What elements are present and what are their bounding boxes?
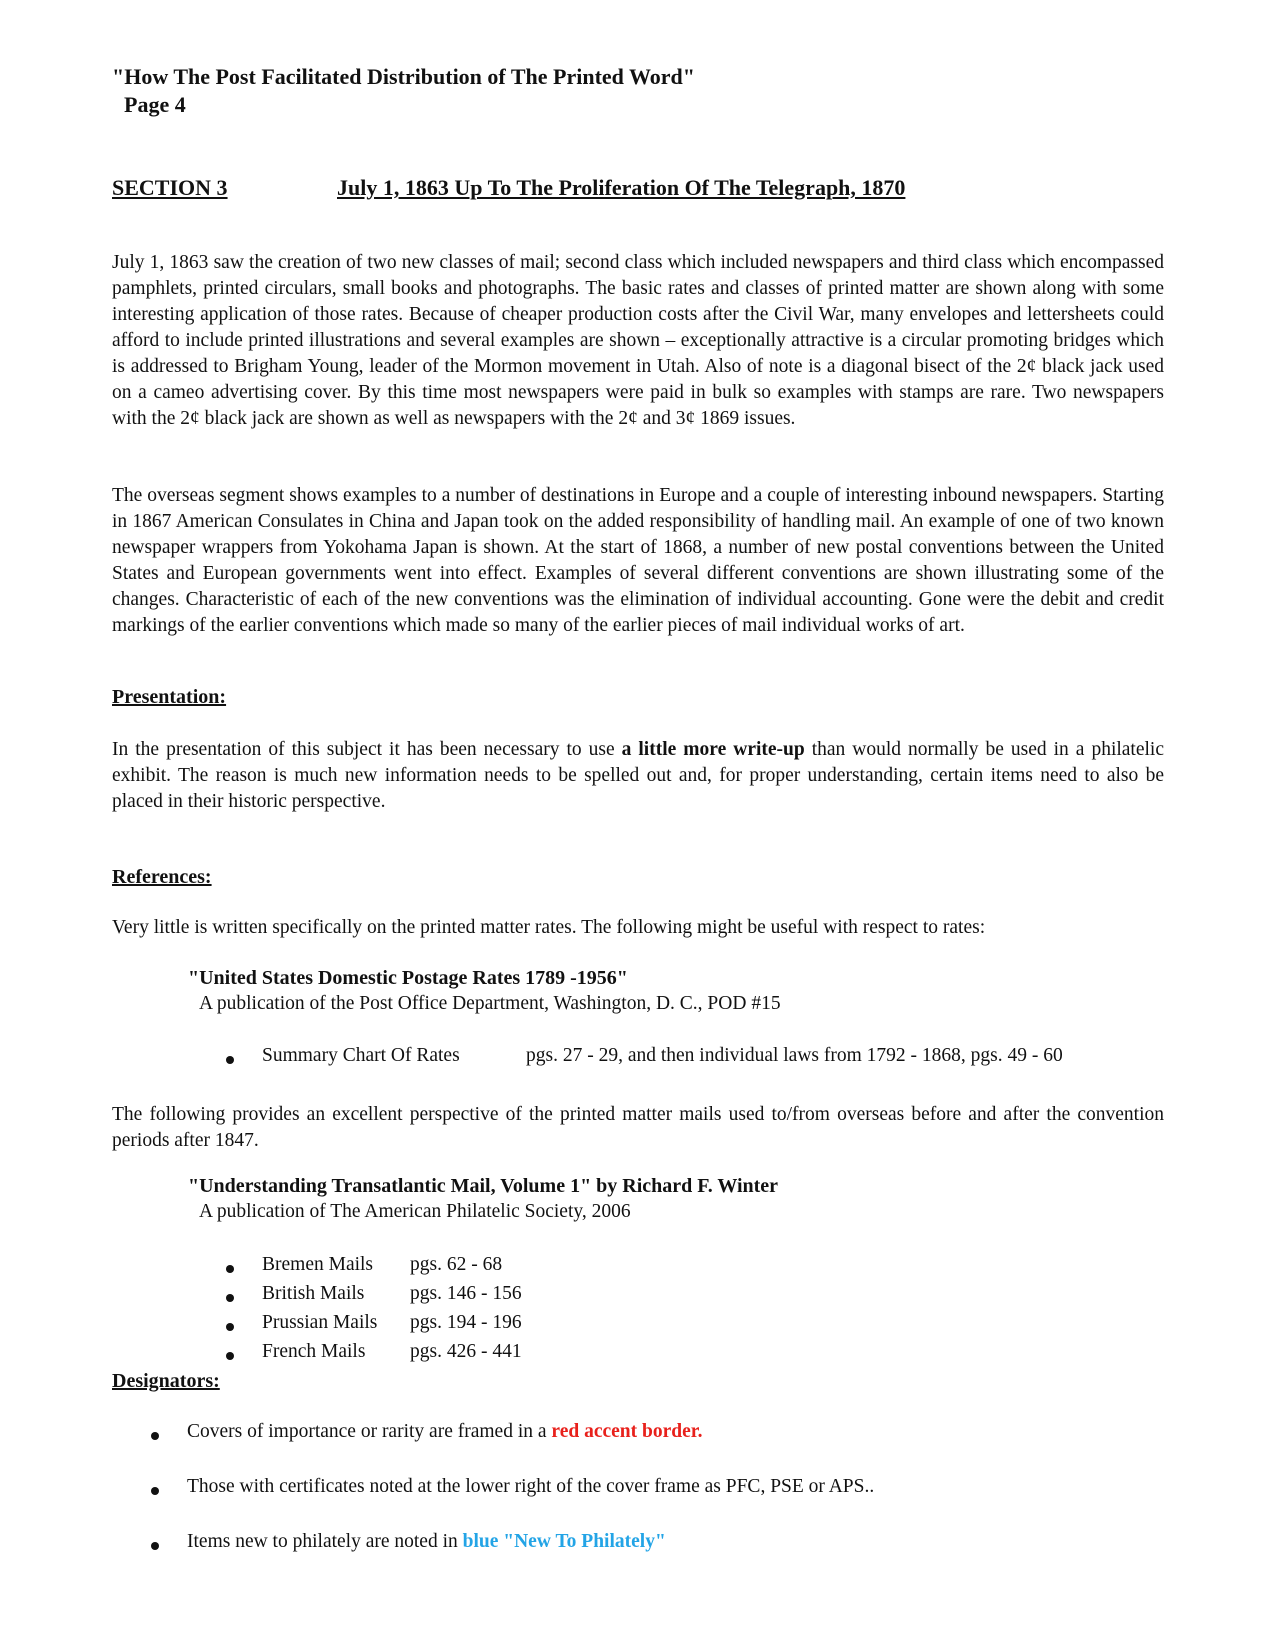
book2-publisher: A publication of The American Philatelic Society, 2006: [199, 1201, 631, 1222]
mail-item-pages: pgs. 426 - 441: [410, 1341, 522, 1362]
blue-accent-label: blue "New To Philately": [462, 1531, 666, 1552]
mail-item-label: British Mails: [262, 1283, 365, 1304]
designator-text: Covers of importance or rarity are framed in a: [187, 1421, 552, 1442]
book1-item-pages: pgs. 27 - 29, and then individual laws from 1792 - 1868, pgs. 49 - 60: [526, 1045, 1063, 1066]
designator-text: Items new to philately are noted in: [187, 1531, 463, 1552]
section-title: July 1, 1863 Up To The Proliferation Of The Telegraph, 1870: [337, 175, 906, 200]
bullet-icon: [226, 1323, 234, 1331]
mail-item-pages: pgs. 194 - 196: [410, 1312, 522, 1333]
mail-item-label: Prussian Mails: [262, 1312, 378, 1333]
bullet-icon: [151, 1542, 159, 1550]
page-number: Page 4: [124, 92, 186, 117]
references-heading: References:: [112, 866, 212, 888]
transatlantic-intro: The following provides an excellent perspective of the printed matter mails used to/from overseas before and after the convention periods after 1847.: [112, 1104, 1164, 1151]
book1-item-label: Summary Chart Of Rates: [262, 1045, 460, 1066]
red-accent-label: red accent border.: [551, 1421, 703, 1442]
bullet-icon: [151, 1432, 159, 1440]
overseas-paragraph: The overseas segment shows examples to a number of destinations in Europe and a couple of interesting inbound newspapers. Starting in 1867 American Consulates in China and Japan took on the added responsibility of handling mail. An example of one of two known newspaper wrappers from Yokohama Japan is shown. At the start of 1868, a number of new postal conventions between the United States and European governments went into effect. Examples of several different conventions are shown illustrating some of the changes. Characteristic of each of the new conventions was the elimination of individual accounting. Gone were the debit and credit markings of the earlier conventions which made so many of the earlier pieces of mail individual works of art.: [112, 485, 1164, 636]
bullet-icon: [151, 1487, 159, 1495]
designator-red-border: [187, 1421, 703, 1443]
references-intro: Very little is written specifically on the printed matter rates. The following might be useful with respect to rates:: [112, 917, 986, 938]
bullet-icon: [226, 1056, 234, 1064]
bullet-icon: [226, 1352, 234, 1360]
designator-new-to-philately: [187, 1531, 666, 1553]
book1-title: "United States Domestic Postage Rates 1789 -1956": [188, 967, 628, 989]
presentation-heading: Presentation:: [112, 686, 227, 708]
bullet-icon: [226, 1265, 234, 1273]
document-title: "How The Post Facilitated Distribution of The Printed Word": [112, 64, 695, 89]
book2-title: "Understanding Transatlantic Mail, Volume 1" by Richard F. Winter: [188, 1175, 779, 1197]
mail-item-label: French Mails: [262, 1341, 366, 1362]
presentation-paragraph: [112, 737, 1164, 815]
presentation-text-after: than would normally be used in a philatelic exhibit. The reason is much new information needs to be spelled out and, for proper understanding, certain items need to also be placed in their historic perspective.: [112, 739, 1164, 812]
presentation-text-bold: a little more write-up: [621, 739, 805, 760]
bullet-icon: [226, 1294, 234, 1302]
mail-item-pages: pgs. 62 - 68: [410, 1254, 503, 1275]
mail-item-pages: pgs. 146 - 156: [410, 1283, 522, 1304]
section-label: SECTION 3: [112, 175, 228, 200]
designators-heading: Designators:: [112, 1370, 220, 1392]
mail-item-label: Bremen Mails: [262, 1254, 374, 1275]
intro-paragraph: July 1, 1863 saw the creation of two new classes of mail; second class which included newspapers and third class which encompassed pamphlets, printed circulars, small books and photographs. The basic rates and classes of printed matter are shown along with some interesting application of those rates. Because of cheaper production costs after the Civil War, many envelopes and lettersheets could afford to include printed illustrations and several examples are shown – exceptionally attractive is a circular promoting bridges which is addressed to Brigham Young, leader of the Mormon movement in Utah. Also of note is a diagonal bisect of the 2¢ black jack used on a cameo advertising cover. By this time most newspapers were paid in bulk so examples with stamps are rare. Two newspapers with the 2¢ black jack are shown as well as newspapers with the 2¢ and 3¢ 1869 issues.: [112, 252, 1164, 429]
designator-certificates: Those with certificates noted at the lower right of the cover frame as PFC, PSE or APS..: [187, 1476, 875, 1497]
book1-publisher: A publication of the Post Office Department, Washington, D. C., POD #15: [199, 993, 781, 1014]
presentation-text-before: In the presentation of this subject it has been necessary to use: [112, 739, 622, 760]
